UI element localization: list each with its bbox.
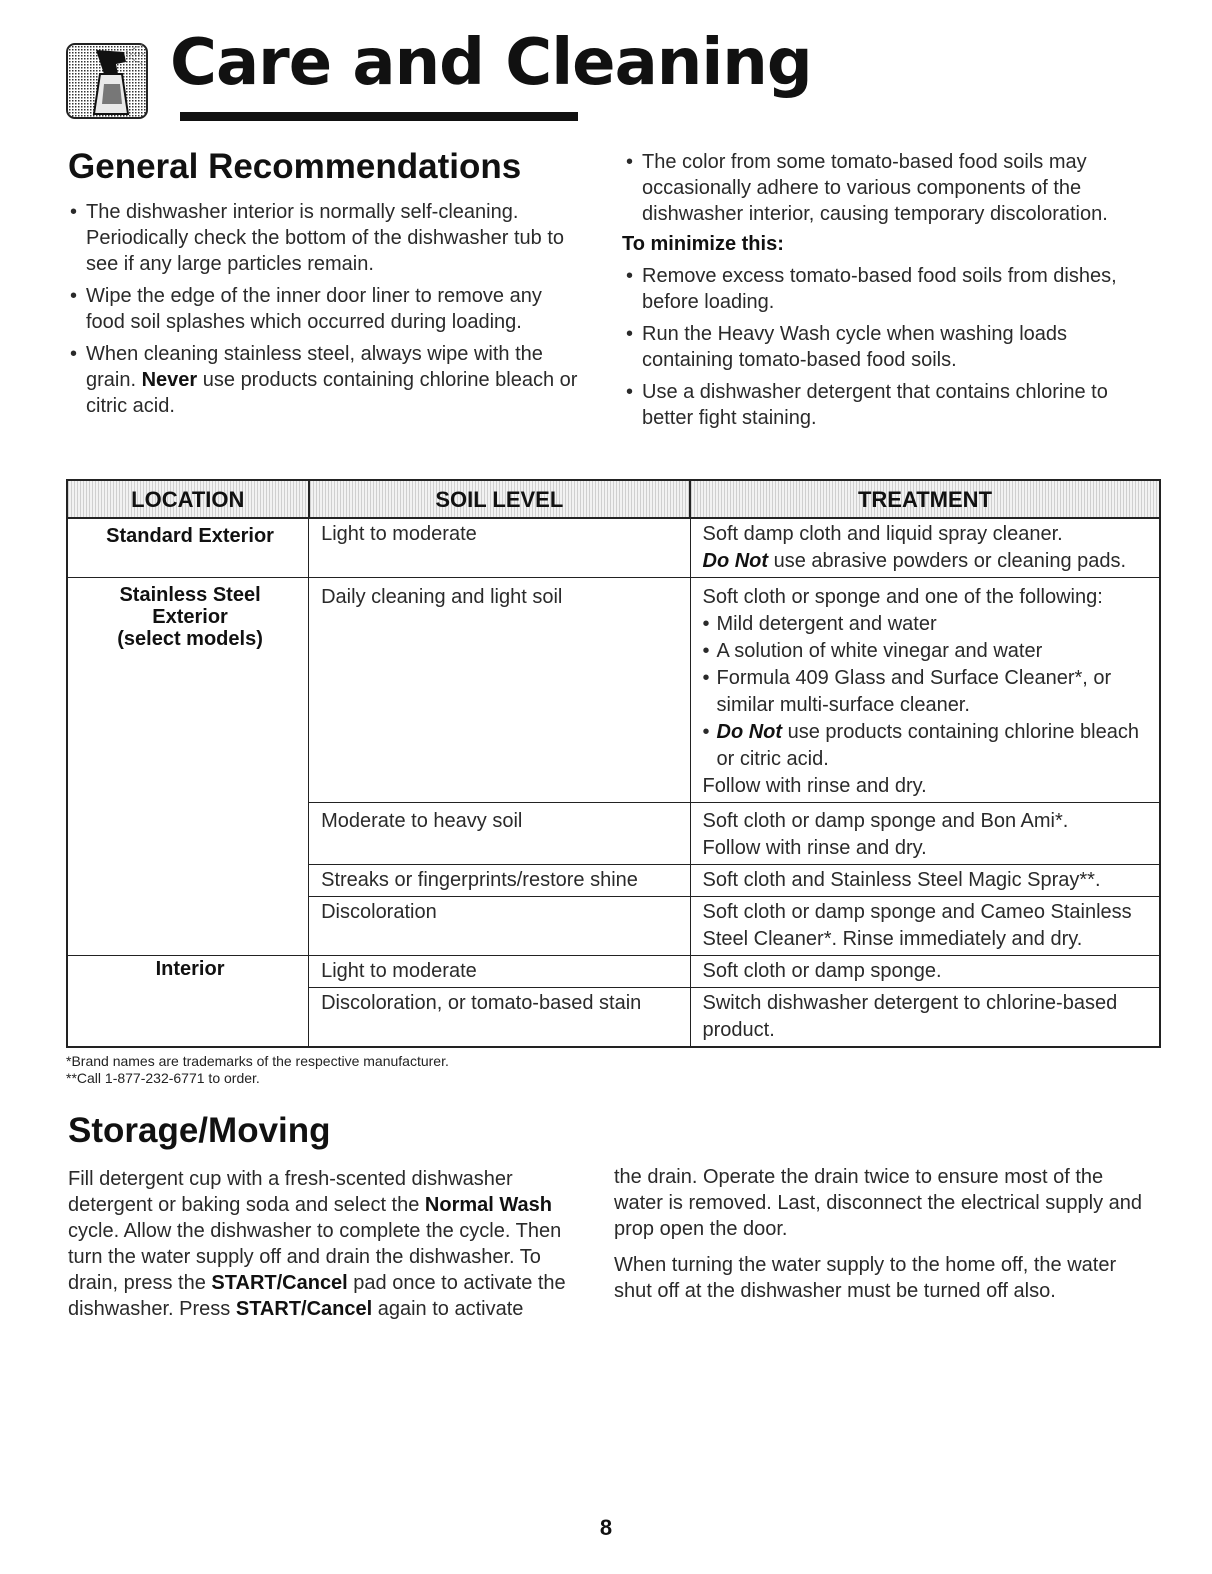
general-right-column [622,149,1152,437]
soil-level-cell: Discoloration, or tomato-based stain [309,988,690,1048]
soil-level-cell: Discoloration [309,897,690,956]
soil-level-cell: Light to moderate [309,518,690,578]
page-number: 8 [599,1515,613,1540]
soil-level-cell: Light to moderate [309,956,690,988]
minimize-heading: To minimize this: [622,233,784,255]
location-cell: Stainless Steel Exterior (select models) [67,578,309,803]
list-item: • A solution of white vinegar and water [703,638,1151,665]
table-row [67,865,1160,897]
list-item: • Wipe the edge of the inner door liner to remove any food soil splashes which occurred during loading. [66,283,586,335]
table-row [67,803,1160,865]
location-cell: Interior [67,956,309,988]
table-row [67,988,1160,1048]
title-underline [180,112,578,121]
location-cell: Standard Exterior [67,518,309,578]
list-item: • The dishwasher interior is normally self-cleaning. Periodically check the bottom of the dishwasher tub to see if any large particles remain. [66,199,586,277]
list-item: • Do Not use products containing chlorine bleach or citric acid. [703,719,1151,773]
column-header-soil-level: SOIL LEVEL [309,480,690,518]
treatment-cell: Soft damp cloth and liquid spray cleaner. Do Not use abrasive powders or cleaning pads. [690,518,1160,578]
table-row [67,518,1160,578]
table-header-row [67,480,1160,518]
list-item: • Use a dishwasher detergent that contains chlorine to better fight staining. [622,379,1152,431]
soil-level-cell: Streaks or fingerprints/restore shine [309,865,690,897]
list-item: • Mild detergent and water [703,611,1151,638]
storage-moving-heading: Storage/Moving [68,1111,331,1150]
table-row [67,578,1160,803]
page-title: Care and Cleaning [170,26,812,100]
storage-paragraph: When turning the water supply to the home off, the water shut off at the dishwasher must be turned off also. [614,1254,1117,1302]
treatment-cell: Soft cloth or sponge and one of the following: • Mild detergent and water • A solution of white vinegar and water • Formula 409 Glass and Surface Cleaner*, or similar multi-surface cleaner. • Do Not use products containing chlorine bleach or citric acid. Follow with rinse and dry. [690,578,1160,803]
column-header-treatment: TREATMENT [690,480,1160,518]
general-left-column [66,199,586,425]
footnotes [66,1053,449,1087]
list-item: • When cleaning stainless steel, always wipe with the grain. Never use products containing chlorine bleach or citric acid. [66,341,586,419]
spray-bottle-icon [66,40,148,120]
footnote-trademarks: *Brand names are trademarks of the respective manufacturer. [66,1053,449,1069]
storage-paragraph: the drain. Operate the drain twice to ensure most of the water is removed. Last, disconnect the electrical supply and prop open the door. [614,1166,1143,1240]
treatment-cell: Soft cloth or damp sponge and Cameo Stainless Steel Cleaner*. Rinse immediately and dry. [690,897,1160,956]
footnote-phone: **Call 1-877-232-6771 to order. [66,1070,260,1086]
storage-paragraph: Fill detergent cup with a fresh-scented dishwasher detergent or baking soda and select the Normal Wash cycle. Allow the dishwasher to complete the cycle. Then turn the water supply off and drain the dishwasher. To drain, press the START/Cancel pad once to activate the dishwasher. Press START/Cancel again to activate [68,1168,566,1320]
treatment-cell: Soft cloth and Stainless Steel Magic Spray**. [690,865,1160,897]
soil-level-cell: Moderate to heavy soil [309,803,690,865]
treatment-cell: Soft cloth or damp sponge. [690,956,1160,988]
column-header-location: LOCATION [67,480,309,518]
list-item: • Formula 409 Glass and Surface Cleaner*, or similar multi-surface cleaner. [703,665,1151,719]
table-row [67,956,1160,988]
storage-right-column [614,1164,1154,1304]
table-row [67,897,1160,956]
cleaning-table [66,479,1161,1048]
treatment-cell: Switch dishwasher detergent to chlorine-based product. [690,988,1160,1048]
treatment-cell: Soft cloth or damp sponge and Bon Ami*. Follow with rinse and dry. [690,803,1160,865]
general-recommendations-heading: General Recommendations [68,147,522,186]
soil-level-cell: Daily cleaning and light soil [309,578,690,803]
list-item: • The color from some tomato-based food soils may occasionally adhere to various components of the dishwasher interior, causing temporary discoloration. [622,149,1152,227]
list-item: • Run the Heavy Wash cycle when washing loads containing tomato-based food soils. [622,321,1152,373]
storage-left-column [68,1166,590,1322]
list-item: • Remove excess tomato-based food soils from dishes, before loading. [622,263,1152,315]
